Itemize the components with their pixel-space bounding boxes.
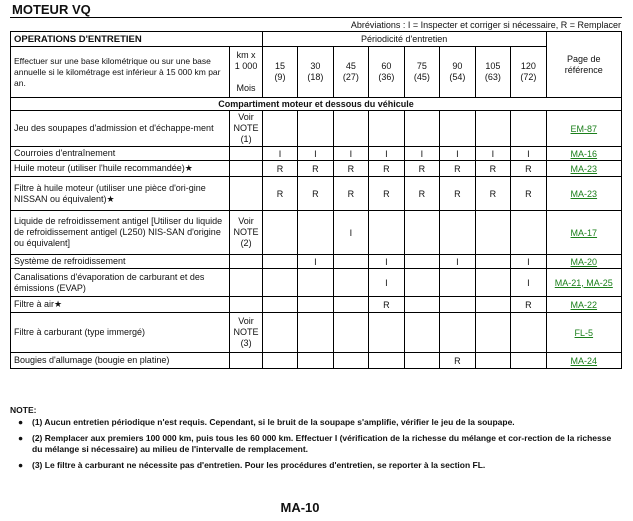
note-reference bbox=[230, 177, 262, 211]
note-reference-line: (3) bbox=[240, 338, 252, 348]
note-text: (2) Remplacer aux premiers 100 000 km, puis tous les 60 000 km. Effectuer I (vérification de la richesse du mélange et cor-rection de la richesse du mélange si nécessaire) au milieu de l'intervalle de remplacement. bbox=[32, 433, 612, 454]
interval-mark: R bbox=[262, 177, 297, 211]
interval-months: (45) bbox=[413, 72, 430, 82]
reference-page-header-line1: Page de bbox=[567, 53, 601, 64]
interval-months: (27) bbox=[342, 72, 359, 82]
maintenance-table bbox=[10, 31, 622, 369]
interval-mark: R bbox=[333, 177, 368, 211]
note-item bbox=[10, 460, 620, 471]
table-row bbox=[11, 111, 622, 147]
interval-header bbox=[262, 47, 297, 98]
table-row bbox=[11, 269, 622, 297]
page-number: MA-10 bbox=[280, 500, 320, 515]
section-title: Compartiment moteur et dessous du véhicule bbox=[11, 98, 622, 111]
interval-km: 120 bbox=[520, 61, 536, 71]
interval-mark bbox=[440, 269, 475, 297]
interval-mark bbox=[440, 111, 475, 147]
interval-mark: R bbox=[369, 177, 404, 211]
reference-page-link[interactable]: MA-23 bbox=[546, 177, 621, 211]
operation-name: Jeu des soupapes d'admission et d'échappe-ment bbox=[11, 111, 230, 147]
note-item bbox=[10, 417, 620, 428]
note-text: (1) Aucun entretien périodique n'est requis. Cependant, si le bruit de la soupape s'amplifie, vérifier le jeu de la soupape. bbox=[32, 417, 515, 427]
interval-mark bbox=[511, 211, 547, 255]
interval-mark: R bbox=[333, 161, 368, 177]
note-reference-line: Voir bbox=[238, 216, 254, 226]
bullet-icon: ● bbox=[18, 433, 24, 443]
interval-mark bbox=[369, 353, 404, 369]
interval-header bbox=[511, 47, 547, 98]
interval-mark bbox=[333, 313, 368, 353]
interval-mark bbox=[475, 111, 510, 147]
note-reference bbox=[230, 111, 262, 147]
interval-mark bbox=[262, 269, 297, 297]
operation-name: Filtre à air★ bbox=[11, 297, 230, 313]
interval-km: 30 bbox=[310, 61, 321, 71]
interval-mark bbox=[475, 313, 510, 353]
table-row bbox=[11, 161, 622, 177]
operation-name: Filtre à huile moteur (utiliser une pièce d'ori-gine NISSAN ou équivalent)★ bbox=[11, 177, 230, 211]
interval-mark bbox=[475, 211, 510, 255]
interval-mark bbox=[404, 255, 439, 269]
interval-mark bbox=[262, 353, 297, 369]
note-reference-line: (2) bbox=[240, 238, 252, 248]
interval-mark: R bbox=[440, 353, 475, 369]
reference-page-link[interactable]: MA-22 bbox=[546, 297, 621, 313]
km-label-line1: km x bbox=[236, 50, 256, 60]
interval-mark: R bbox=[262, 161, 297, 177]
interval-km: 45 bbox=[345, 61, 356, 71]
operation-name: Courroies d'entraînement bbox=[11, 147, 230, 161]
interval-mark: R bbox=[511, 177, 547, 211]
note-reference bbox=[230, 313, 262, 353]
interval-mark bbox=[404, 111, 439, 147]
interval-mark bbox=[440, 211, 475, 255]
interval-mark bbox=[262, 297, 297, 313]
interval-mark bbox=[475, 297, 510, 313]
interval-mark: R bbox=[511, 161, 547, 177]
interval-mark bbox=[475, 353, 510, 369]
interval-mark bbox=[298, 269, 333, 297]
interval-mark bbox=[369, 313, 404, 353]
interval-header bbox=[475, 47, 510, 98]
bullet-icon: ● bbox=[18, 417, 24, 427]
interval-mark: R bbox=[298, 161, 333, 177]
interval-mark bbox=[333, 255, 368, 269]
interval-mark: I bbox=[262, 147, 297, 161]
operation-name: Filtre à carburant (type immergé) bbox=[11, 313, 230, 353]
interval-mark: I bbox=[369, 147, 404, 161]
interval-months: (18) bbox=[307, 72, 324, 82]
interval-mark: I bbox=[440, 147, 475, 161]
note-text: (3) Le filtre à carburant ne nécessite pas d'entretien. Pour les procédures d'entretien, se reporter à la section FL. bbox=[32, 460, 486, 470]
periodicity-header: Périodicité d'entretien bbox=[262, 32, 546, 47]
interval-km: 75 bbox=[416, 61, 427, 71]
reference-page-link[interactable]: FL-5 bbox=[546, 313, 621, 353]
interval-mark: I bbox=[333, 147, 368, 161]
note-reference bbox=[230, 211, 262, 255]
interval-mark bbox=[298, 297, 333, 313]
interval-mark bbox=[511, 111, 547, 147]
interval-mark: I bbox=[298, 255, 333, 269]
interval-mark bbox=[262, 313, 297, 353]
interval-mark bbox=[262, 111, 297, 147]
note-reference bbox=[230, 147, 262, 161]
operation-name: Huile moteur (utiliser l'huile recommandée)★ bbox=[11, 161, 230, 177]
bullet-icon: ● bbox=[18, 460, 24, 470]
interval-mark: I bbox=[369, 255, 404, 269]
interval-mark: I bbox=[298, 147, 333, 161]
reference-page-header-line2: référence bbox=[564, 64, 603, 75]
abbreviations-legend: Abréviations : I = Inspecter et corriger si nécessaire, R = Remplacer bbox=[350, 20, 621, 30]
note-reference-line: NOTE bbox=[233, 227, 259, 237]
note-reference-line: NOTE bbox=[233, 123, 259, 133]
interval-mark: I bbox=[369, 269, 404, 297]
note-reference bbox=[230, 161, 262, 177]
reference-page-link[interactable]: MA-20 bbox=[546, 255, 621, 269]
interval-mark bbox=[298, 111, 333, 147]
interval-mark bbox=[511, 353, 547, 369]
interval-mark bbox=[440, 297, 475, 313]
notes-block bbox=[10, 405, 620, 476]
interval-header bbox=[404, 47, 439, 98]
interval-km: 60 bbox=[381, 61, 392, 71]
note-reference bbox=[230, 269, 262, 297]
table-row bbox=[11, 255, 622, 269]
reference-page-link[interactable]: MA-21, MA-25 bbox=[546, 269, 621, 297]
interval-mark bbox=[404, 211, 439, 255]
interval-mark: I bbox=[404, 147, 439, 161]
operations-header: OPERATIONS D'ENTRETIEN bbox=[11, 32, 263, 47]
note-reference bbox=[230, 353, 262, 369]
note-reference-line: Voir bbox=[238, 316, 254, 326]
page-title: MOTEUR VQ bbox=[12, 2, 91, 17]
title-rule bbox=[10, 17, 622, 18]
interval-mark: R bbox=[475, 177, 510, 211]
km-month-label bbox=[230, 47, 262, 98]
table-row bbox=[11, 353, 622, 369]
table-row bbox=[11, 211, 622, 255]
interval-mark bbox=[404, 297, 439, 313]
interval-mark: R bbox=[298, 177, 333, 211]
interval-mark bbox=[404, 313, 439, 353]
note-reference-line: NOTE bbox=[233, 327, 259, 337]
note-reference-line: (1) bbox=[240, 134, 252, 144]
reference-page-link[interactable]: MA-24 bbox=[546, 353, 621, 369]
interval-mark: R bbox=[404, 161, 439, 177]
operation-name: Système de refroidissement bbox=[11, 255, 230, 269]
interval-header bbox=[369, 47, 404, 98]
interval-mark: R bbox=[369, 161, 404, 177]
interval-mark: I bbox=[475, 147, 510, 161]
note-reference bbox=[230, 255, 262, 269]
operation-name: Bougies d'allumage (bougie en platine) bbox=[11, 353, 230, 369]
interval-km: 105 bbox=[485, 61, 501, 71]
operation-name: Liquide de refroidissement antigel [Utiliser du liquide de refroidissement antigel (L250) NIS-SAN d'origine ou équivalent] bbox=[11, 211, 230, 255]
interval-mark bbox=[262, 211, 297, 255]
interval-mark bbox=[475, 255, 510, 269]
notes-title: NOTE: bbox=[10, 405, 37, 415]
table-row bbox=[11, 177, 622, 211]
month-label: Mois bbox=[236, 83, 256, 93]
interval-mark bbox=[369, 111, 404, 147]
interval-months: (36) bbox=[378, 72, 395, 82]
interval-mark bbox=[511, 313, 547, 353]
interval-mark bbox=[333, 353, 368, 369]
interval-months: (9) bbox=[274, 72, 286, 82]
interval-mark bbox=[440, 313, 475, 353]
interval-mark bbox=[333, 297, 368, 313]
reference-page-link[interactable]: EM-87 bbox=[546, 111, 621, 147]
note-item bbox=[10, 433, 620, 455]
interval-km: 15 bbox=[274, 61, 285, 71]
interval-mark bbox=[404, 353, 439, 369]
interval-months: (54) bbox=[449, 72, 466, 82]
interval-mark: R bbox=[440, 161, 475, 177]
interval-mark bbox=[369, 211, 404, 255]
interval-mark: I bbox=[511, 147, 547, 161]
interval-mark bbox=[333, 269, 368, 297]
table-row bbox=[11, 313, 622, 353]
operation-name: Canalisations d'évaporation de carburant et des émissions (EVAP) bbox=[11, 269, 230, 297]
interval-mark: R bbox=[475, 161, 510, 177]
notes-list bbox=[10, 417, 620, 471]
reference-page-link[interactable]: MA-17 bbox=[546, 211, 621, 255]
interval-mark: R bbox=[369, 297, 404, 313]
interval-km: 90 bbox=[452, 61, 463, 71]
interval-mark bbox=[333, 111, 368, 147]
interval-mark: I bbox=[440, 255, 475, 269]
table-row bbox=[11, 147, 622, 161]
interval-mark bbox=[262, 255, 297, 269]
table-row bbox=[11, 297, 622, 313]
km-label-line2: 1 000 bbox=[234, 61, 258, 71]
note-reference bbox=[230, 297, 262, 313]
interval-header bbox=[298, 47, 333, 98]
interval-mark: I bbox=[333, 211, 368, 255]
interval-header bbox=[333, 47, 368, 98]
interval-mark: R bbox=[440, 177, 475, 211]
interval-mark: I bbox=[511, 255, 547, 269]
interval-months: (72) bbox=[520, 72, 537, 82]
reference-page-link[interactable]: MA-23 bbox=[546, 161, 621, 177]
interval-mark bbox=[404, 269, 439, 297]
interval-mark bbox=[298, 353, 333, 369]
interval-header bbox=[440, 47, 475, 98]
interval-description: Effectuer sur une base kilométrique ou sur une base annuelle si le kilométrage est inférieur à 15 000 km par an. bbox=[11, 47, 230, 98]
note-reference-line: Voir bbox=[238, 112, 254, 122]
interval-mark: R bbox=[511, 297, 547, 313]
reference-page-link[interactable]: MA-16 bbox=[546, 147, 621, 161]
interval-mark: R bbox=[404, 177, 439, 211]
interval-mark bbox=[298, 313, 333, 353]
interval-mark: I bbox=[511, 269, 547, 297]
reference-page-header bbox=[546, 32, 621, 98]
interval-mark bbox=[298, 211, 333, 255]
interval-months: (63) bbox=[484, 72, 501, 82]
interval-mark bbox=[475, 269, 510, 297]
